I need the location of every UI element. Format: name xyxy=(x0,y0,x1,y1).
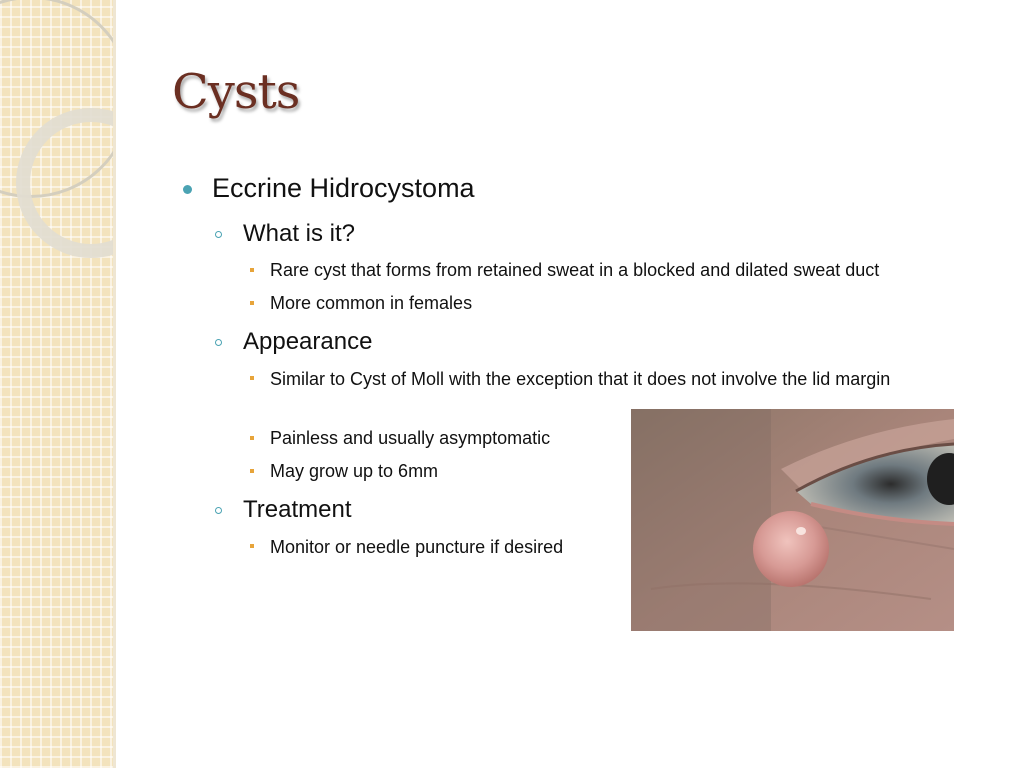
list-item: Painless and usually asymptomatic xyxy=(270,428,551,448)
list-item: Rare cyst that forms from retained sweat in a blocked and dilated sweat duct xyxy=(270,260,880,280)
bullet-dot-icon xyxy=(183,185,192,194)
section-heading: Treatment xyxy=(243,496,352,523)
bullet-square-icon xyxy=(250,301,254,305)
bullet-circle-icon xyxy=(215,339,222,346)
list-item: Monitor or needle puncture if desired xyxy=(270,537,564,557)
slide-title: Cysts xyxy=(172,64,300,120)
bullet-circle-icon xyxy=(215,507,222,514)
bullet-square-icon xyxy=(250,469,254,473)
bullet-square-icon xyxy=(250,436,254,440)
section-heading: What is it? xyxy=(243,220,356,247)
list-item: May grow up to 6mm xyxy=(270,461,439,481)
eyelid-cyst-photo xyxy=(631,409,954,631)
bullet-square-icon xyxy=(250,376,254,380)
bullet-square-icon xyxy=(250,544,254,548)
bullet-circle-icon xyxy=(215,231,222,238)
section-heading: Appearance xyxy=(243,328,373,355)
list-item: Similar to Cyst of Moll with the exception that it does not involve the lid margin xyxy=(270,369,891,389)
decorative-side-band xyxy=(0,0,116,768)
bullet-square-icon xyxy=(250,268,254,272)
main-bullet: Eccrine Hidrocystoma xyxy=(212,173,475,203)
list-item: More common in females xyxy=(270,293,473,313)
